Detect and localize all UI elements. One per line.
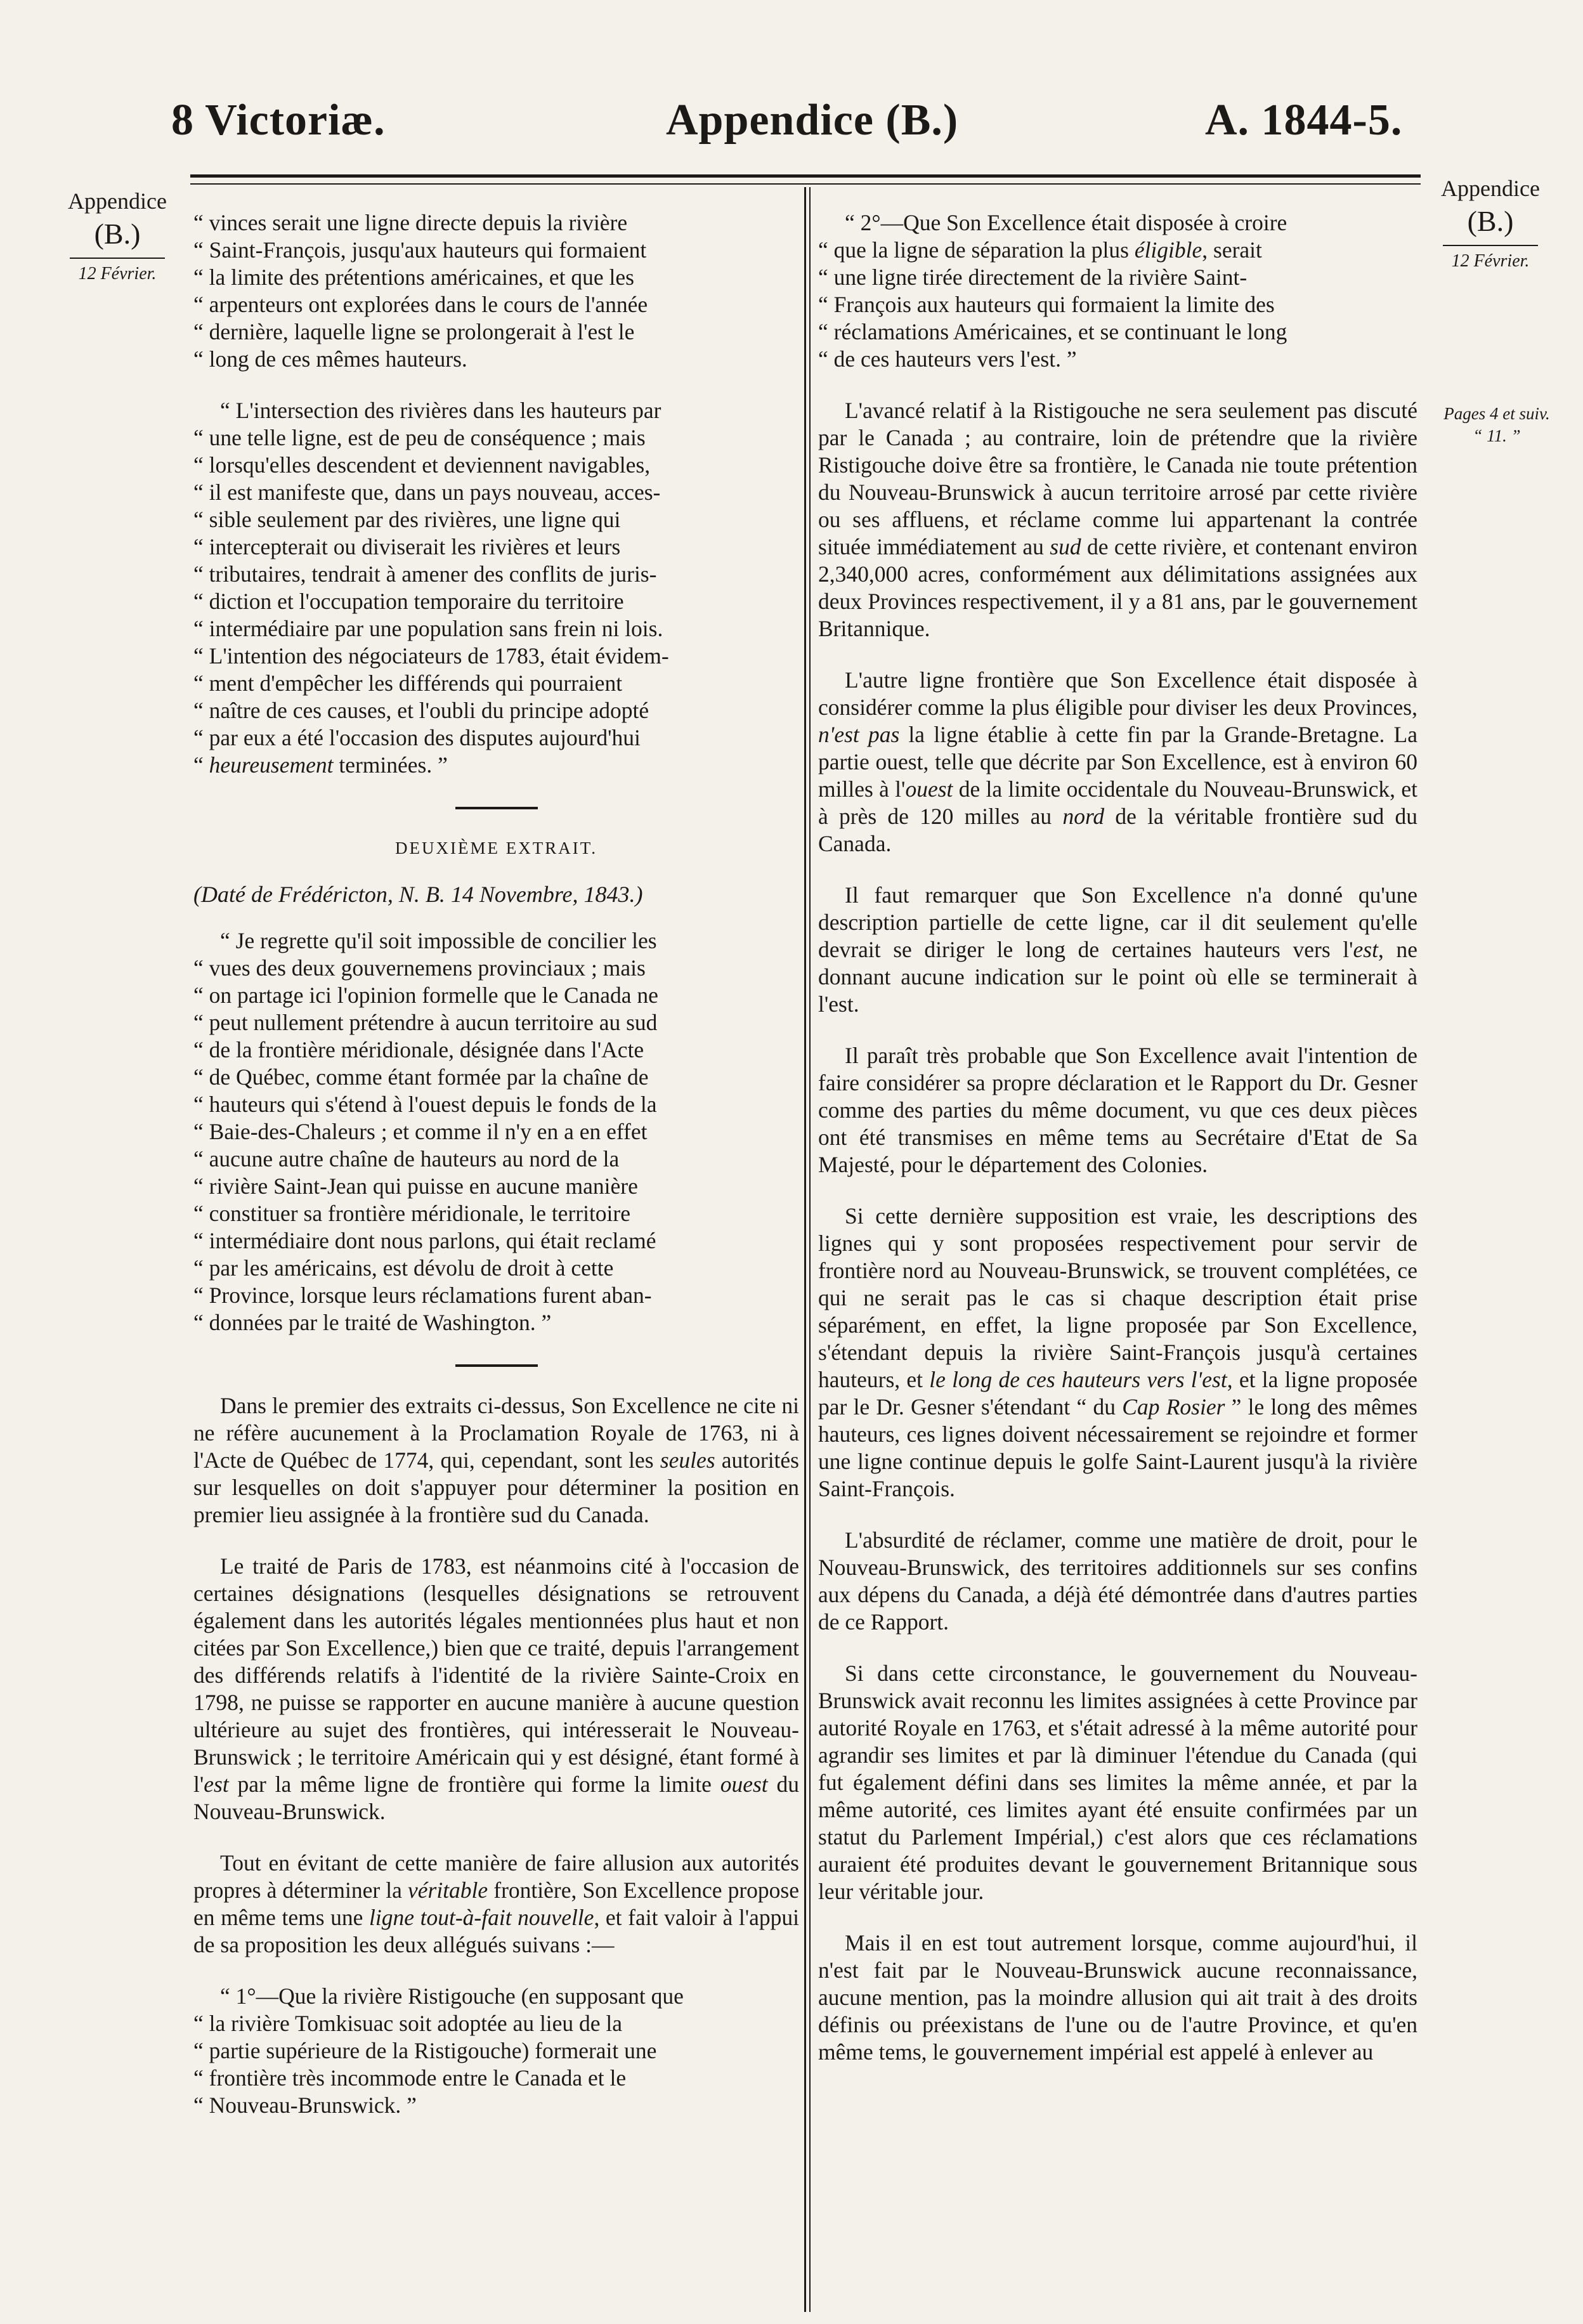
paragraph-text: autorités sur lesquelles on doit s'appuyer pour déterminer la position en premier lieu assignée à la frontière sud du Canada.	[193, 1447, 799, 1527]
paragraph-emphasis: ouest	[720, 1772, 768, 1797]
quote-line: “ hauteurs qui s'étend à l'ouest depuis le fonds de la	[193, 1091, 799, 1118]
body-paragraph: Il paraît très probable que Son Excellence avait l'intention de faire considérer sa propre déclaration et le Rapport du Dr. Gesner comme des parties du même document, vu que ces deux pièces ont été transmises en même tems au Secrétaire d'Etat de Sa Majesté, pour le département des Colonies.	[818, 1043, 1417, 1177]
margin-label: Appendice	[1441, 176, 1540, 201]
section-separator	[455, 807, 538, 809]
quote-text: , serait	[1202, 237, 1262, 263]
paragraph-text: Il faut remarquer que Son Excellence n'a donné qu'une description partielle de cette ligne, car il dit seulement qu'elle devrait se diriger le long de certaines hauteurs vers l'	[818, 882, 1417, 962]
quote-line: “ naître de ces causes, et l'oubli du principe adopté	[193, 697, 799, 724]
quote-line: “ peut nullement prétendre à aucun territoire au sud	[193, 1009, 799, 1036]
paragraph-emphasis: ligne tout-à-fait nouvelle	[369, 1905, 594, 1930]
margin-letter: (B.)	[94, 218, 141, 250]
paragraph-text: frontière, Son Excellence propose en même tems une	[193, 1877, 799, 1930]
quote-line: “ Je regrette qu'il soit impossible de concilier les	[220, 928, 657, 953]
body-paragraph	[193, 1553, 799, 1825]
quote-line: “ de la frontière méridionale, désignée dans l'Acte	[193, 1036, 799, 1064]
paragraph-emphasis: est	[204, 1772, 229, 1797]
quote-emphasis: éligible	[1134, 237, 1202, 263]
quote-line: “ la rivière Tomkisuac soit adoptée au lieu de la	[193, 2010, 799, 2037]
margin-date: 12 Février.	[1451, 251, 1530, 271]
paragraph-emphasis: est	[1353, 937, 1378, 962]
quote-line: “ intercepterait ou diviserait les rivières et leurs	[193, 533, 799, 561]
quote-line: “ long de ces mêmes hauteurs.	[193, 346, 799, 373]
paragraph-text: Si cette dernière supposition est vraie, les descriptions des lignes qui y sont proposées respectivement pour servir de frontière nord au Nouveau-Brunswick, se trouvent complétées, ce qui ne serait pas le cas si chaque description était prise séparément, en effet, la ligne proposée par Son Excellence, s'étendant depuis la rivière Saint-François jusqu'à certaines hauteurs, et	[818, 1203, 1417, 1392]
paragraph-emphasis: le long de ces hauteurs vers l'est	[929, 1367, 1227, 1392]
quote-line-last	[193, 752, 799, 779]
left-column	[193, 209, 799, 2119]
quote-block	[193, 209, 799, 373]
body-paragraph: L'absurdité de réclamer, comme une matière de droit, pour le Nouveau-Brunswick, des territoires additionnels sur ses confins aux dépens du Canada, a déjà été démontrée dans d'autres parties de ce Rapport.	[818, 1527, 1417, 1635]
body-paragraph	[818, 882, 1417, 1018]
quote-line: “ aucune autre chaîne de hauteurs au nord de la	[193, 1146, 799, 1173]
section-separator	[455, 1364, 538, 1367]
paragraph-text: L'avancé relatif à la Ristigouche ne sera seulement pas discuté par le Canada ; au contraire, loin de prétendre que la rivière Ristigouche doive être sa frontière, le Canada nie toute prétention du Nouveau-Brunswick à aucun territoire arrosé par cette rivière ou ses affluens, et réclame comme lui appartenant la contrée située immédiatement au	[818, 398, 1417, 559]
quote-line: “ L'intersection des rivières dans les hauteurs par	[220, 398, 661, 423]
header-title: Appendice (B.)	[666, 96, 959, 145]
body-paragraph	[193, 1392, 799, 1529]
quote-line: “ de Québec, comme étant formée par la chaîne de	[193, 1064, 799, 1091]
quote-text: que la ligne de séparation la plus	[833, 237, 1135, 263]
body-paragraph: Mais il en est tout autrement lorsque, comme aujourd'hui, il n'est fait par le Nouveau-Brunswick aucune reconnaissance, aucune mention, pas la moindre allusion qui ait trait à des droits définis ou préexistans de l'une ou de l'autre Province, et qu'en même tems, le gouvernement impérial est appelé à enlever au	[818, 1930, 1417, 2065]
quote-line: “ la limite des prétentions américaines, et que les	[193, 264, 799, 291]
margin-letter: (B.)	[1467, 205, 1514, 237]
body-paragraph: Si dans cette circonstance, le gouvernement du Nouveau-Brunswick avait reconnu les limites assignées à cette Province par autorité Royale en 1763, et s'était adressé à la même autorité pour agrandir ses limites et par là diminuer l'étendue du Canada (qui fut également défini dans ses limites la même année, et par la même autorité, ces limites ayant été ensuite confirmées par un statut du Parlement Impérial,) c'est alors que ces réclamations auraient été produites devant le gouvernement Britannique sous leur véritable jour.	[818, 1661, 1417, 1904]
left-margin-note	[38, 187, 197, 285]
quote-line: “ intermédiaire dont nous parlons, qui était reclamé	[193, 1227, 799, 1255]
quote-line: “ Province, lorsque leurs réclamations furent aban-	[193, 1282, 799, 1309]
paragraph-text: du Nouveau-Brunswick.	[193, 1772, 799, 1824]
paragraph-emphasis: n'est pas	[818, 722, 900, 747]
margin-label: Appendice	[68, 188, 167, 214]
page-ref-label: Pages 4 et suiv.	[1443, 404, 1550, 423]
quote-line: “ François aux hauteurs qui formaient la limite des	[818, 291, 1417, 318]
right-column	[818, 209, 1417, 2066]
quote-line: “ lorsqu'elles descendent et deviennent navigables,	[193, 452, 799, 479]
quote-line: “ 2°—Que Son Excellence était disposée à croire	[845, 210, 1287, 235]
quote-line: “ intermédiaire par une population sans frein ni lois.	[193, 615, 799, 643]
quote-line: “ dernière, laquelle ligne se prolongerait à l'est le	[193, 318, 799, 346]
quote-line: “ une ligne tirée directement de la rivière Saint-	[818, 264, 1417, 291]
quote-line: “ rivière Saint-Jean qui puisse en aucune manière	[193, 1173, 799, 1200]
quote-line: “ par les américains, est dévolu de droit à cette	[193, 1255, 799, 1282]
quote-line: “ ment d'empêcher les différends qui pourraient	[193, 670, 799, 697]
paragraph-text: L'autre ligne frontière que Son Excellence était disposée à considérer comme la plus éligible pour diviser les deux Provinces,	[818, 667, 1417, 720]
column-divider	[804, 187, 806, 2312]
body-paragraph	[193, 1850, 799, 1959]
quote-block	[193, 397, 799, 779]
quote-block	[193, 927, 799, 1336]
quote-line: “ Baie-des-Chaleurs ; et comme il n'y en a en effet	[193, 1118, 799, 1146]
paragraph-text: la ligne établie à cette fin par la Grande-Bretagne. La partie ouest, telle que décrite par Son Excellence, est à environ 60 milles à l'	[818, 722, 1418, 802]
column-divider-thin	[809, 187, 811, 2312]
quote-block	[818, 209, 1417, 373]
quote-line: “ il est manifeste que, dans un pays nouveau, acces-	[193, 479, 799, 506]
paragraph-text: ” le long des mêmes hauteurs, ces lignes doivent nécessairement se rejoindre et former une ligne continue depuis le golfe Saint-Laurent jusqu'à la rivière Saint-François.	[818, 1394, 1417, 1501]
quote-line: “ Saint-François, jusqu'aux hauteurs qui formaient	[193, 237, 799, 264]
paragraph-text: , et fait valoir à l'appui de sa proposition les deux allégués suivans :—	[193, 1905, 799, 1957]
right-margin-note	[1405, 174, 1576, 272]
page-ref-number: “ 11. ”	[1473, 426, 1521, 446]
paragraph-text: de la véritable frontière sud du Canada.	[818, 804, 1418, 856]
paragraph-text: de cette rivière, et contenant environ 2,340,000 acres, conformément aux délimitations assignées aux deux Provinces respectivement, il y a 81 ans, par le gouvernement Britannique.	[818, 534, 1417, 641]
quote-line: “ données par le traité de Washington. ”	[193, 1309, 799, 1336]
paragraph-text: de la limite occidentale du Nouveau-Brunswick, et à près de 120 milles au	[818, 776, 1417, 829]
paragraph-emphasis: nord	[1062, 804, 1105, 829]
quote-text: terminées. ”	[333, 752, 448, 778]
quote-line: “ tributaires, tendrait à amener des conflits de juris-	[193, 561, 799, 588]
quote-line: “ sible seulement par des rivières, une ligne qui	[193, 506, 799, 533]
paragraph-text: , et la ligne proposée par le Dr. Gesner s'étendant “ du	[818, 1367, 1417, 1420]
quote-line: “ réclamations Américaines, et se continuant le long	[818, 318, 1417, 346]
paragraph-text: Tout en évitant de cette manière de faire allusion aux autorités propres à déterminer la	[193, 1850, 799, 1903]
quote-line: “ diction et l'occupation temporaire du territoire	[193, 588, 799, 615]
quote-line: “ constituer sa frontière méridionale, le territoire	[193, 1200, 799, 1227]
paragraph-emphasis: ouest	[905, 776, 953, 802]
paragraph-emphasis: Cap Rosier	[1122, 1394, 1225, 1420]
paragraph-text: Le traité de Paris de 1783, est néanmoins cité à l'occasion de certaines désignations (lesquelles désignations se retrouvent également dans les autorités légales mentionnées plus haut et non citées par Son Excellence,) bien que ce traité, depuis l'arrangement des différends relatifs à l'identité de la rivière Sainte-Croix en 1798, ne puisse se rapporter en aucune manière à aucune question ultérieure au sujet des frontières, qui intéresserait le Nouveau-Brunswick ; le territoire Américain qui y est désigné, étant formé à l'	[193, 1553, 799, 1797]
quote-line: “ 1°—Que la rivière Ristigouche (en supposant que	[220, 1983, 684, 2009]
quote-line: “ arpenteurs ont explorées dans le cours de l'année	[193, 291, 799, 318]
body-paragraph	[818, 397, 1417, 643]
header-rule	[190, 174, 1421, 178]
quote-line: “ Nouveau-Brunswick. ”	[193, 2092, 799, 2119]
paragraph-emphasis: véritable	[408, 1877, 488, 1903]
quote-line: “ vues des deux gouvernemens provinciaux ; mais	[193, 955, 799, 982]
quote-line: “ par eux a été l'occasion des disputes aujourd'hui	[193, 724, 799, 752]
header-year: A. 1844-5.	[1205, 96, 1403, 145]
quote-line: “ une telle ligne, est de peu de conséquence ; mais	[193, 424, 799, 452]
quote-line: “ on partage ici l'opinion formelle que le Canada ne	[193, 982, 799, 1009]
header-rule-thin	[190, 183, 1421, 185]
right-margin-page-ref	[1414, 403, 1579, 447]
quote-line: “ frontière très incommode entre le Canada et le	[193, 2065, 799, 2092]
quote-emphasis: heureusement	[209, 752, 334, 778]
paragraph-emphasis: sud	[1050, 534, 1081, 559]
quote-line: “ de ces hauteurs vers l'est. ”	[818, 346, 1417, 373]
quote-line: “ vinces serait une ligne directe depuis la rivière	[193, 209, 799, 237]
header-session: 8 Victoriæ.	[171, 96, 386, 145]
margin-rule	[1443, 245, 1538, 246]
extract-heading: DEUXIÈME EXTRAIT.	[395, 839, 597, 858]
quote-line: “ partie supérieure de la Ristigouche) formerait une	[193, 2037, 799, 2065]
margin-date: 12 Février.	[78, 263, 157, 284]
body-paragraph	[818, 1203, 1417, 1503]
body-paragraph	[818, 667, 1417, 858]
paragraph-text: , ne donnant aucune indication sur le point où elle se terminerait à l'est.	[818, 937, 1417, 1017]
quote-line	[818, 237, 1417, 264]
quote-line: “ L'intention des négociateurs de 1783, était évidem-	[193, 643, 799, 670]
margin-rule	[70, 258, 165, 259]
quote-block	[193, 1983, 799, 2119]
paragraph-text: par la même ligne de frontière qui forme la limite	[228, 1772, 720, 1797]
paragraph-text: Dans le premier des extraits ci-dessus, Son Excellence ne cite ni ne réfère aucunement à la Proclamation Royale de 1763, ni à l'Acte de Québec de 1774, qui, cependant, sont les	[193, 1393, 799, 1473]
paragraph-emphasis: seules	[660, 1447, 715, 1473]
extract-date: (Daté de Frédéricton, N. B. 14 Novembre, 1843.)	[193, 882, 643, 907]
